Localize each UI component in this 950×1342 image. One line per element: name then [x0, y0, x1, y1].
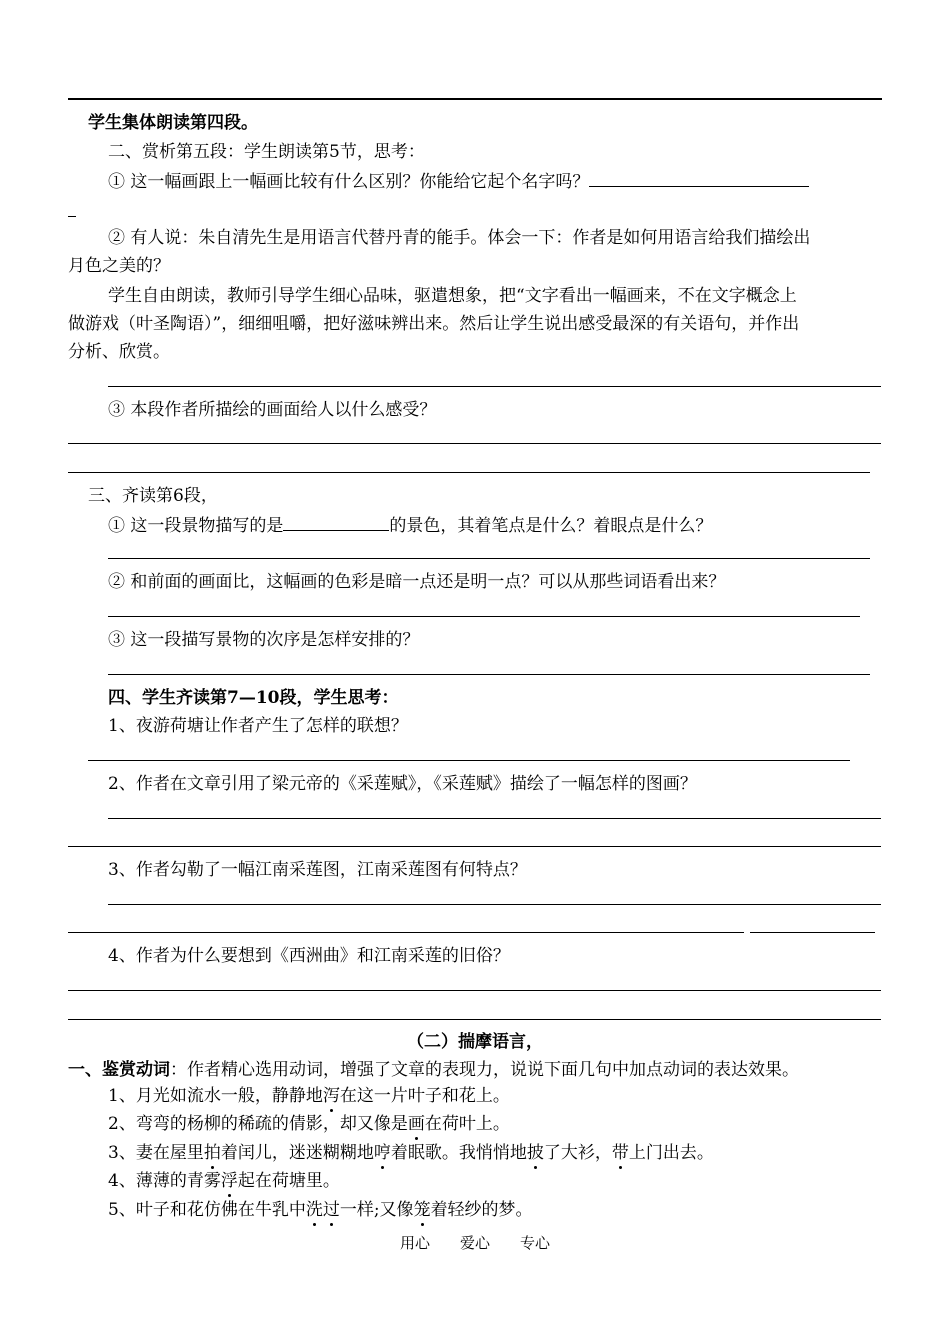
- answer-line[interactable]: [108, 904, 881, 905]
- answer-line[interactable]: [108, 818, 881, 819]
- question-2-line-2: 月色之美的？: [68, 256, 170, 276]
- dotted-verb: 洗: [305, 1200, 323, 1220]
- answer-line[interactable]: [68, 932, 744, 933]
- group-read-line: 学生集体朗读第四段。: [88, 113, 258, 133]
- sentence-text: 一样;又像: [339, 1200, 414, 1220]
- answer-line[interactable]: [68, 846, 881, 847]
- sentence-text: 了大衫，: [543, 1143, 612, 1163]
- section-4-question-3: 3、作者勾勒了一幅江南采莲图，江南采莲图有何特点？: [108, 860, 527, 880]
- question-2-line-1: ② 有人说：朱自清先生是用语言代替丹青的能手。体会一下：作者是如何用语言给我们描绘出: [108, 228, 811, 248]
- sentence-text: 上门出去。: [628, 1143, 714, 1163]
- answer-line[interactable]: [750, 932, 875, 933]
- sentence-text: 在荷叶上。: [424, 1114, 510, 1134]
- language-section-title: （二）揣摩语言，: [407, 1032, 543, 1052]
- answer-line[interactable]: [88, 760, 850, 761]
- sentence-text: 5、叶子和花仿佛在牛乳中: [108, 1200, 306, 1220]
- answer-line[interactable]: [68, 1019, 881, 1020]
- paragraph-line-3: 分析、欣赏。: [68, 342, 170, 362]
- sentence-text: 起在荷塘里。: [237, 1171, 340, 1191]
- dotted-verb: 过: [322, 1200, 340, 1220]
- sentence-1: [108, 1086, 510, 1106]
- dotted-verb: 画: [407, 1114, 425, 1134]
- question-1-part-b: 的景色，其着笔点是什么？着眼点是什么？: [389, 516, 713, 536]
- section-4-question-2: 2、作者在文章引用了梁元帝的《采莲赋》，《采莲赋》描绘了一幅怎样的图画？: [108, 774, 697, 794]
- header-rule: [68, 98, 882, 100]
- question-3: ③ 本段作者所描绘的画面给人以什么感受？: [108, 400, 437, 420]
- sentence-text: 4、薄薄的青雾: [108, 1171, 221, 1191]
- answer-line[interactable]: [68, 472, 870, 473]
- sentence-text: 着闰儿，迷迷糊糊地: [220, 1143, 374, 1163]
- section-4-question-4: 4、作者为什么要想到《西洲曲》和江南采莲的旧俗？: [108, 946, 510, 966]
- answer-line[interactable]: [108, 674, 870, 675]
- page-footer: 用心 爱心 专心: [399, 1234, 550, 1252]
- answer-line[interactable]: [108, 616, 860, 617]
- sentence-text: 2、弯弯的杨柳的稀疏的倩影，却又像是: [108, 1114, 408, 1134]
- paragraph-line-1: 学生自由朗读，教师引导学生细心品味，驱遣想象，把“文字看出一幅画来，不在文字概念上: [108, 286, 797, 306]
- answer-line[interactable]: [108, 386, 881, 387]
- section-3-heading: 三、齐读第6段，: [88, 486, 218, 506]
- question-1-text: ① 这一幅画跟上一幅画比较有什么区别？你能给它起个名字吗？: [108, 172, 590, 192]
- paragraph-line-2: 做游戏（叶圣陶语）”，细细咀嚼，把好滋味辨出来。然后让学生说出感受最深的有关语句，并作出: [68, 314, 800, 334]
- sentence-text: 在这一片叶子和花上。: [339, 1086, 510, 1106]
- dotted-verb: 哼: [373, 1143, 391, 1163]
- sentence-5: [108, 1200, 533, 1220]
- dotted-verb: 带: [611, 1143, 629, 1163]
- answer-line[interactable]: [108, 558, 870, 559]
- verb-appreciation-intro: [68, 1060, 799, 1080]
- dotted-verb: 泻: [322, 1086, 340, 1106]
- sentence-2: [108, 1114, 510, 1134]
- dotted-verb: 披: [526, 1143, 544, 1163]
- answer-blank[interactable]: [589, 170, 809, 187]
- section-3-question-2: ② 和前面的画面比，这幅画的色彩是暗一点还是明一点？可以从那些词语看出来？: [108, 572, 726, 592]
- section-3-question-1: [108, 514, 712, 536]
- dotted-verb: 拍: [203, 1143, 221, 1163]
- section-3-question-3: ③ 这一段描写景物的次序是怎样安排的？: [108, 630, 420, 650]
- answer-line[interactable]: [68, 990, 881, 991]
- sentence-text: 着眠歌。我悄悄地: [390, 1143, 527, 1163]
- sentence-4: [108, 1171, 340, 1191]
- dotted-verb: 笼: [413, 1200, 431, 1220]
- sentence-text: 1、月光如流水一般，静静地: [108, 1086, 323, 1106]
- question-1-part-a: ① 这一段景物描写的是: [108, 516, 284, 536]
- section-2-heading: 二、赏析第五段：学生朗读第5节，思考：: [108, 142, 425, 162]
- answer-line[interactable]: [68, 443, 881, 444]
- fill-blank[interactable]: [283, 514, 389, 531]
- sentence-text: 3、妻在屋里: [108, 1143, 204, 1163]
- sentence-text: 着轻纱的梦。: [430, 1200, 533, 1220]
- verb-appreciation-instruction: ：作者精心选用动词，增强了文章的表现力，说说下面几句中加点动词的表达效果。: [170, 1060, 799, 1080]
- question-1: [108, 170, 809, 192]
- answer-blank-continuation[interactable]: [68, 216, 76, 217]
- dotted-verb: 浮: [220, 1171, 238, 1191]
- section-4-heading: 四、学生齐读第7—10段，学生思考：: [108, 688, 399, 708]
- sentence-3: [108, 1143, 714, 1163]
- section-4-question-1: 1、夜游荷塘让作者产生了怎样的联想？: [108, 716, 408, 736]
- verb-appreciation-label: 一、鉴赏动词: [68, 1060, 170, 1080]
